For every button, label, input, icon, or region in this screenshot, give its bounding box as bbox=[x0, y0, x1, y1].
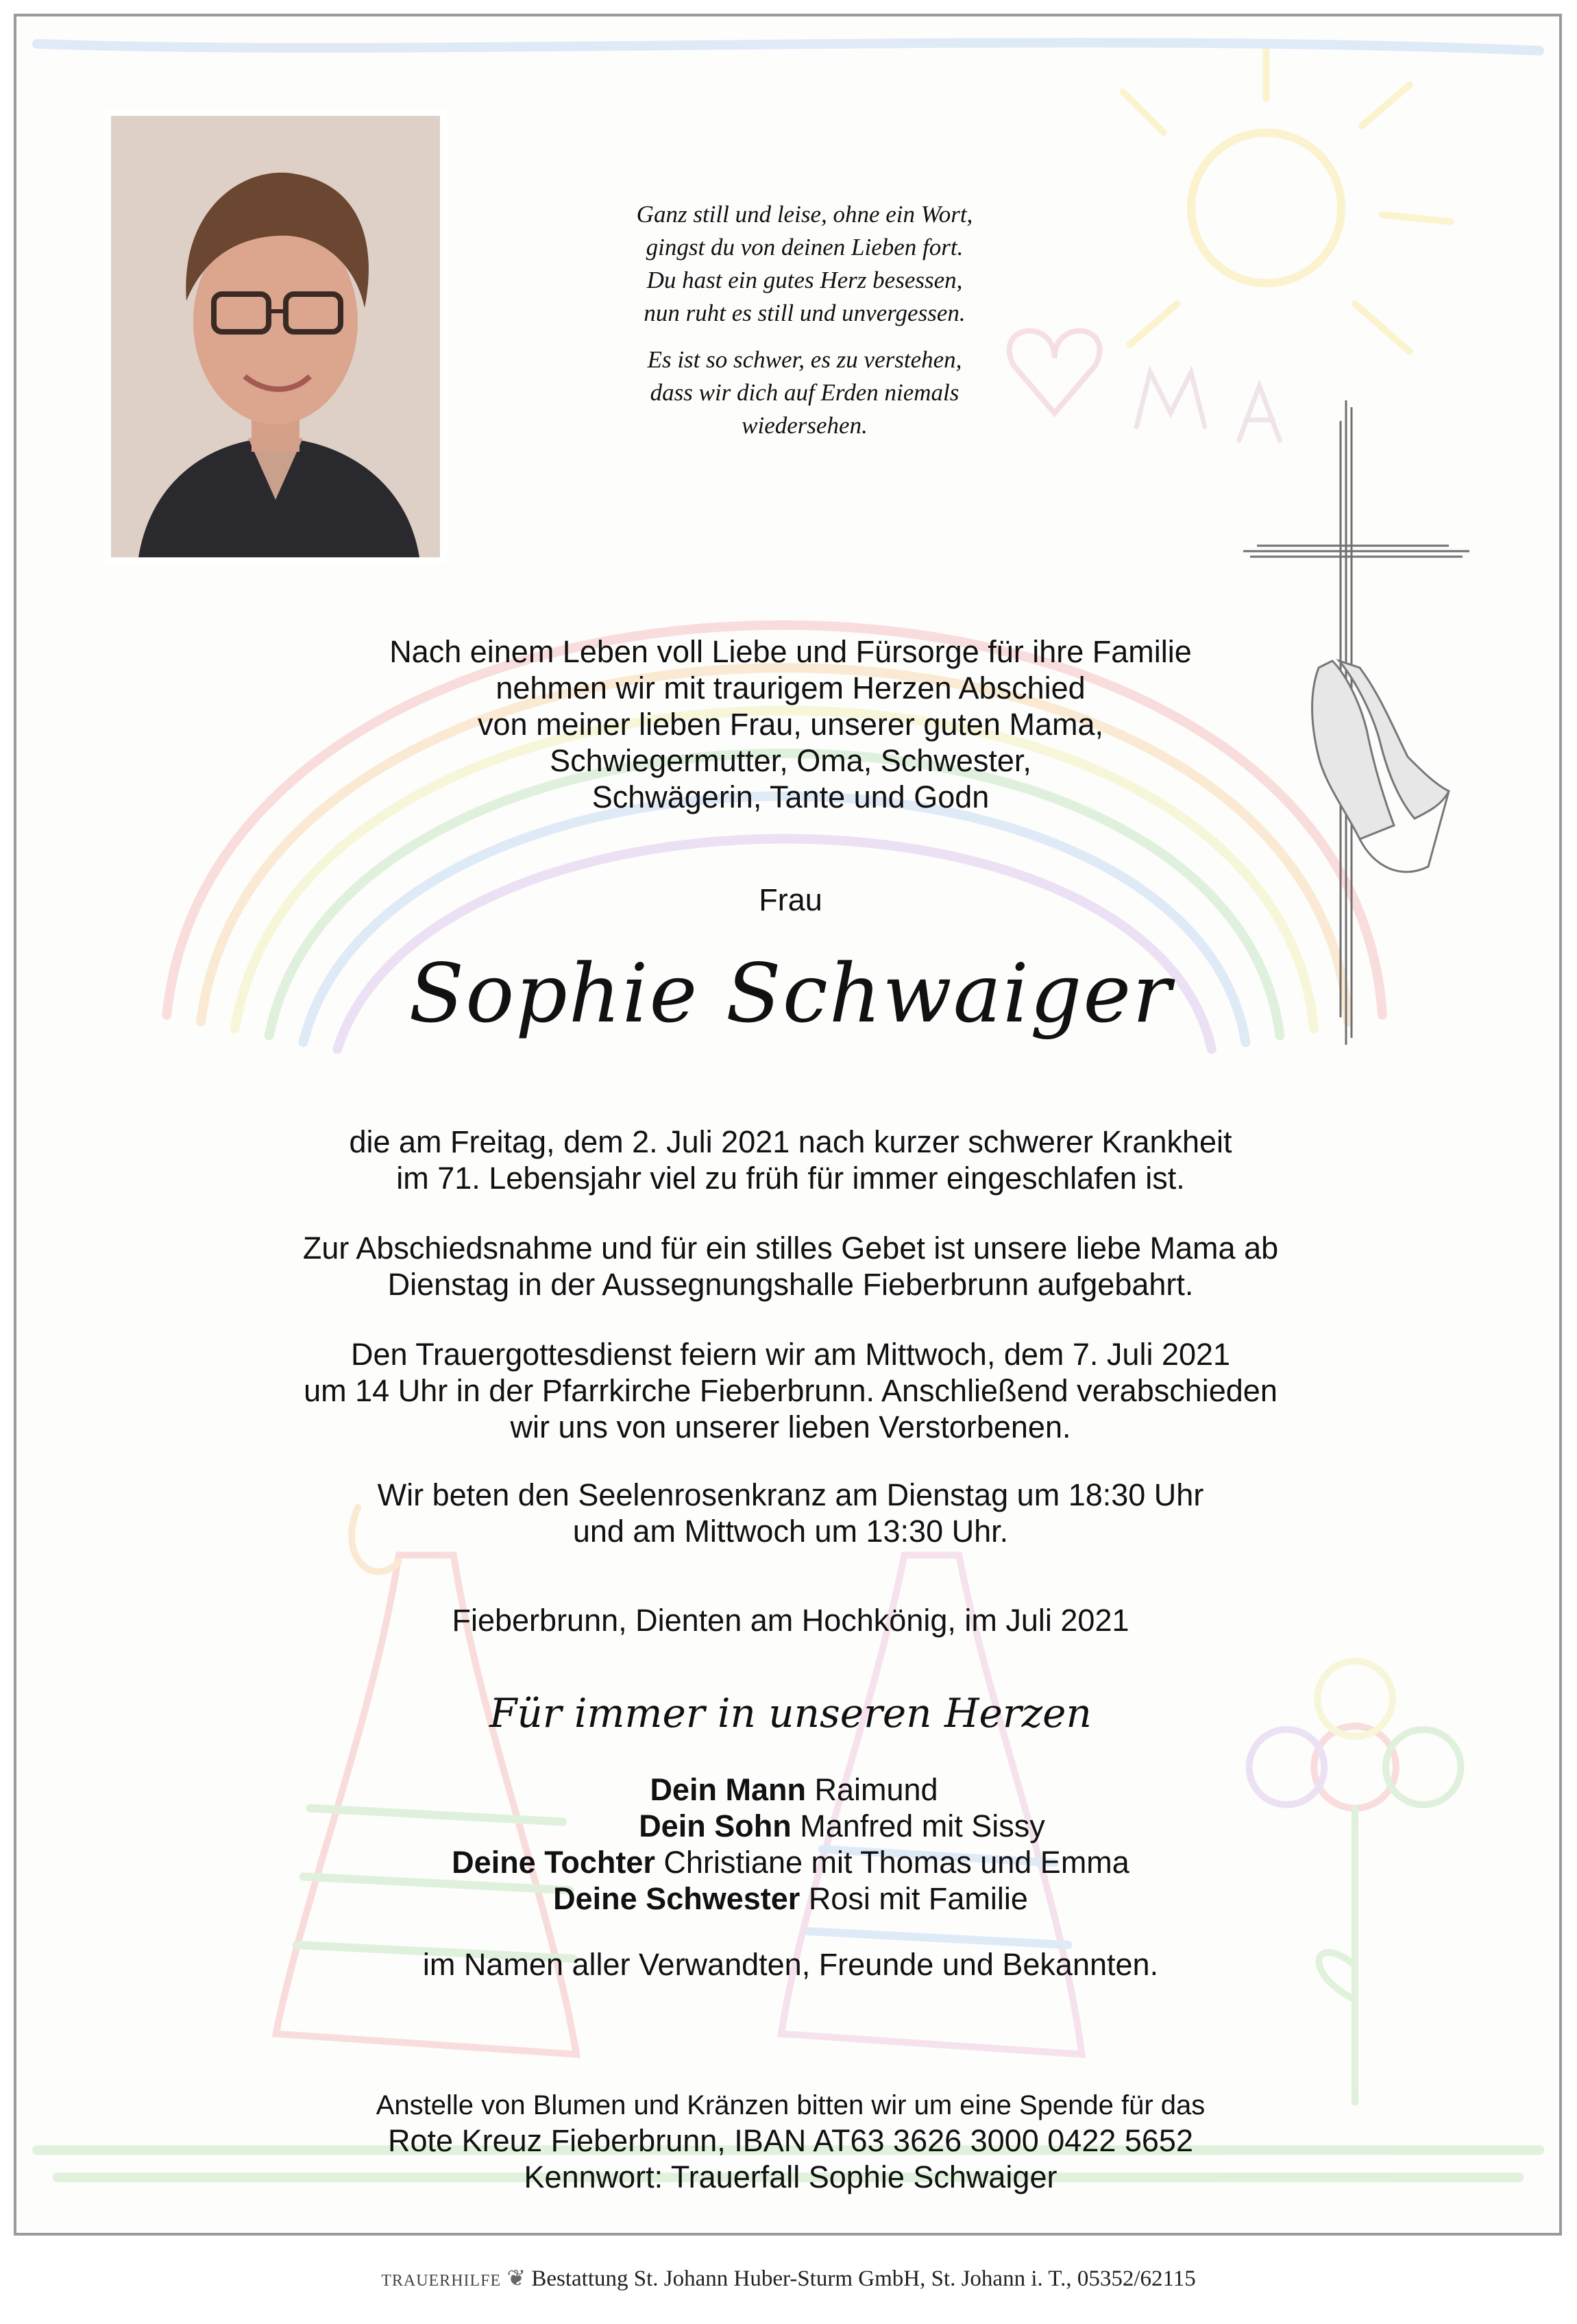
service-text: Den Trauergottesdienst feiern wir am Mittwoch, dem 7. Juli 2021 um 14 Uhr in der Pfarrkirche Fieberbrunn. Anschließend verabschieden wir uns von unserer lieben Verstorbenen. bbox=[304, 1337, 1278, 1444]
family-member bbox=[16, 1808, 1562, 1844]
death-notice bbox=[16, 1124, 1562, 1196]
family-names: Raimund bbox=[814, 1772, 938, 1807]
family-names: Christiane mit Thomas und Emma bbox=[663, 1845, 1129, 1880]
viewing-info bbox=[16, 1230, 1562, 1303]
family-relation: Dein Mann bbox=[650, 1772, 806, 1807]
donation-request: Anstelle von Blumen und Kränzen bitten wir um eine Spende für das bbox=[376, 2090, 1206, 2120]
leaf-icon: ❦ bbox=[506, 2266, 526, 2291]
place-date: Fieberbrunn, Dienten am Hochkönig, im Juli 2021 bbox=[452, 1603, 1129, 1638]
poem bbox=[496, 198, 1113, 442]
relatives-line: im Namen aller Verwandten, Freunde und Bekannten. bbox=[422, 1947, 1159, 1982]
motto: Für immer in unseren Herzen bbox=[489, 1690, 1092, 1736]
donation-account: Rote Kreuz Fieberbrunn, IBAN AT63 3626 3000 0422 5652 bbox=[388, 2123, 1193, 2158]
intro-paragraph: Nach einem Leben voll Liebe und Fürsorge für ihre Familie nehmen wir mit traurigem Herzen Abschied von meiner lieben Frau, unserer guten Mama, Schwiegermutter, Oma, Schwester, Schwägerin, Tante und Godn bbox=[389, 634, 1192, 814]
service-info bbox=[16, 1336, 1562, 1445]
rosary-text: Wir beten den Seelenrosenkranz am Dienstag um 18:30 Uhr und am Mittwoch um 13:30 Uhr. bbox=[377, 1477, 1204, 1549]
family-relation: Deine Tochter bbox=[452, 1845, 655, 1880]
family-relation: Deine Schwester bbox=[553, 1881, 800, 1916]
footer bbox=[0, 2236, 1577, 2322]
donation-keyword: Kennwort: Trauerfall Sophie Schwaiger bbox=[524, 2159, 1058, 2194]
viewing-text: Zur Abschiedsnahme und für ein stilles Gebet ist unsere liebe Mama ab Dienstag in der Aussegnungshalle Fieberbrunn aufgebahrt. bbox=[302, 1231, 1279, 1302]
footer-brand: TRAUERHILFE bbox=[381, 2272, 502, 2290]
poem-stanza-1: Ganz still und leise, ohne ein Wort, gingst du von deinen Lieben fort. Du hast ein gutes Herz besessen, nun ruht es still und unvergessen. bbox=[636, 201, 973, 326]
death-notice-text: die am Freitag, dem 2. Juli 2021 nach kurzer schwerer Krankheit im 71. Lebensjahr viel zu früh für immer eingeschlafen ist. bbox=[349, 1124, 1232, 1196]
family-member bbox=[16, 1880, 1562, 1917]
family-member bbox=[16, 1771, 1562, 1808]
portrait-photo bbox=[111, 116, 440, 557]
family-relation: Dein Sohn bbox=[639, 1808, 792, 1843]
family-names: Rosi mit Familie bbox=[808, 1881, 1028, 1916]
family-names: Manfred mit Sissy bbox=[800, 1808, 1045, 1843]
notice-frame bbox=[14, 14, 1562, 2236]
portrait-figure bbox=[111, 116, 440, 557]
poem-stanza-2: Es ist so schwer, es zu verstehen, dass wir dich auf Erden niemals wiedersehen. bbox=[647, 346, 962, 439]
deceased-name: Sophie Schwaiger bbox=[408, 946, 1173, 1041]
salutation: Frau bbox=[759, 882, 822, 917]
family-list bbox=[16, 1771, 1562, 1917]
footer-company: Bestattung St. Johann Huber-Sturm GmbH, St. Johann i. T., 05352/62115 bbox=[531, 2266, 1196, 2291]
rosary-info bbox=[16, 1477, 1562, 1549]
intro-text bbox=[16, 633, 1562, 815]
family-member bbox=[16, 1844, 1562, 1880]
portrait-frame bbox=[104, 109, 447, 564]
